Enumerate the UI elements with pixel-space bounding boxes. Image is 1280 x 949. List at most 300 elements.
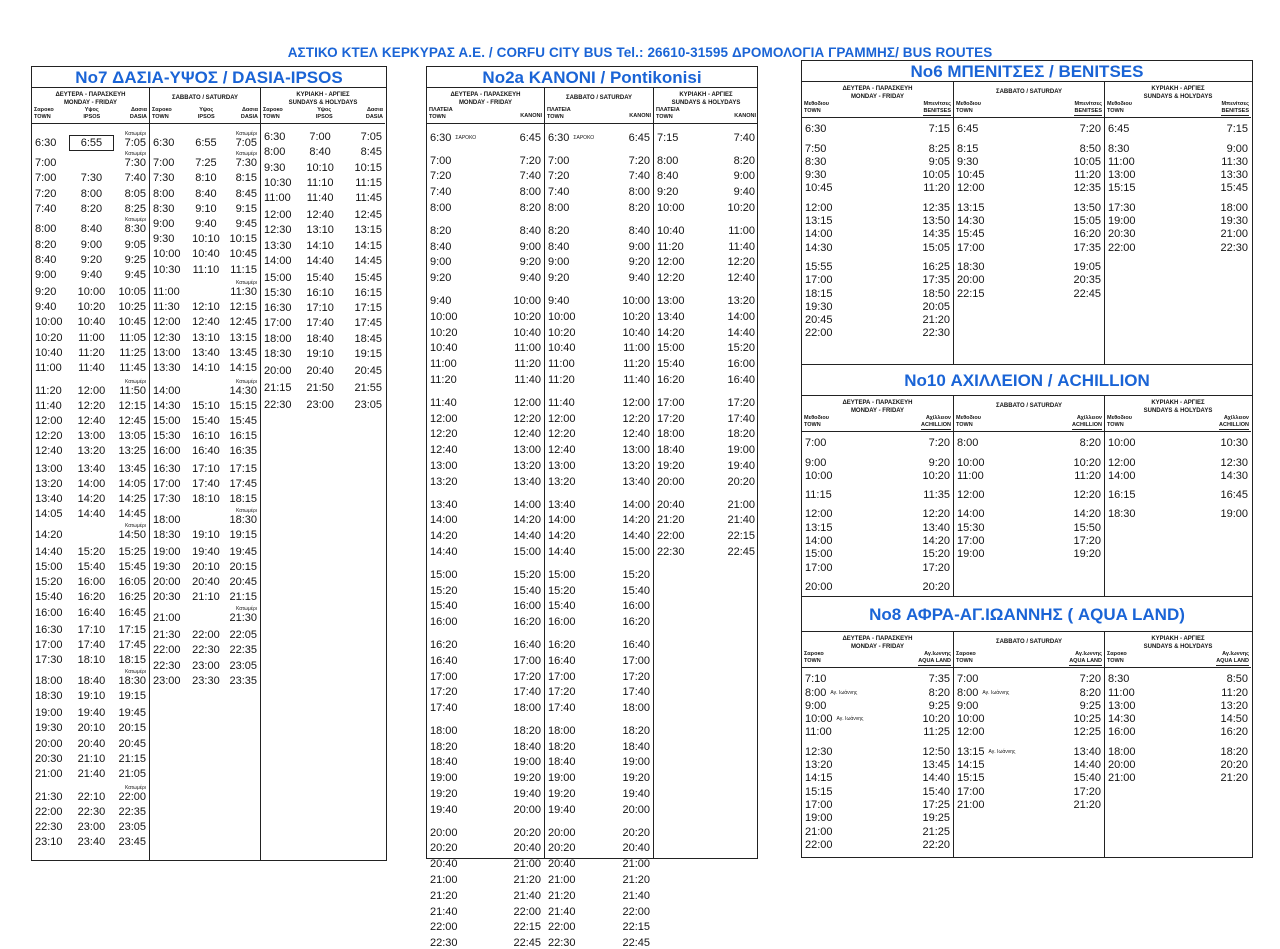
departure-time: 9:40 bbox=[548, 294, 570, 307]
timetable-row bbox=[427, 721, 544, 737]
stop-headers bbox=[954, 651, 1104, 668]
departure-time: 10:40 bbox=[548, 342, 576, 355]
departure-time: 7:15 bbox=[928, 123, 950, 136]
departure-time: 10:00 bbox=[957, 456, 985, 469]
timetable-row bbox=[1105, 672, 1251, 685]
timetable-row bbox=[32, 651, 149, 666]
timetable-row bbox=[654, 393, 758, 409]
departure-time: 20:20 bbox=[513, 826, 541, 839]
departure-time: 11:20 bbox=[514, 358, 541, 371]
departure-time: 17:30 bbox=[153, 492, 181, 505]
timetable-row bbox=[954, 547, 1104, 560]
departure-time: 14:00 bbox=[513, 498, 541, 511]
departure-time: 9:10 bbox=[195, 202, 217, 215]
timetable-row bbox=[261, 345, 385, 360]
departure-time: 9:05 bbox=[928, 155, 950, 168]
departure-time: 7:00 bbox=[35, 172, 57, 185]
timetable-row bbox=[545, 800, 653, 816]
timetable-row bbox=[954, 771, 1104, 784]
departure-time: 15:15 bbox=[1108, 182, 1136, 195]
departure-time: 13:00 bbox=[430, 459, 458, 472]
departure-cell bbox=[112, 151, 146, 169]
departure-time: 19:00 bbox=[1220, 508, 1248, 521]
departure-time: 12:20 bbox=[77, 399, 106, 412]
departure-time: 16:25 bbox=[118, 591, 146, 604]
departure-time: 14:30 bbox=[229, 384, 257, 397]
stop-header bbox=[130, 107, 147, 123]
day-column-saturday bbox=[954, 396, 1105, 597]
departure-time: 21:00 bbox=[513, 858, 541, 871]
day-header-saturday bbox=[954, 82, 1104, 101]
departure-time: 8:45 bbox=[360, 146, 382, 159]
departure-time: 10:00 bbox=[35, 316, 63, 329]
departure-time: 22:10 bbox=[77, 790, 106, 803]
departure-time: 19:30 bbox=[153, 561, 181, 574]
departure-time: 11:00 bbox=[514, 342, 541, 355]
day-column-weekday bbox=[802, 396, 954, 597]
departure-time: 10:05 bbox=[118, 286, 146, 299]
departure-time: 14:00 bbox=[264, 254, 292, 267]
departure-time: 13:15 bbox=[957, 201, 985, 214]
timetable-row bbox=[954, 181, 1104, 194]
departure-time: 19:00 bbox=[513, 756, 541, 769]
departure-time: 23:00 bbox=[306, 399, 334, 412]
departure-time: 20:00 bbox=[622, 803, 650, 816]
departure-time: 16:00 bbox=[430, 616, 458, 629]
departure-time: 13:30 bbox=[1220, 169, 1248, 182]
departure-time: 10:40 bbox=[430, 342, 458, 355]
departure-time: 10:45 bbox=[229, 248, 257, 261]
departure-time: 14:00 bbox=[805, 535, 833, 548]
day-header-saturday bbox=[954, 632, 1104, 651]
departure-time: 17:40 bbox=[192, 477, 220, 490]
departure-cell bbox=[223, 280, 257, 298]
departure-time: 15:20 bbox=[922, 548, 950, 561]
departure-time: 10:20 bbox=[430, 326, 458, 339]
timetable-row bbox=[32, 750, 149, 765]
timetable-row bbox=[802, 580, 953, 593]
departure-time: 22:00 bbox=[430, 921, 458, 934]
departure-time: 12:20 bbox=[548, 428, 576, 441]
departure-time: 12:00 bbox=[77, 384, 106, 397]
timetable-row bbox=[150, 626, 260, 641]
departure-time: 11:30 bbox=[153, 301, 180, 314]
day-column-sunday bbox=[1105, 82, 1251, 365]
timetable-row bbox=[802, 488, 953, 501]
timetable-row bbox=[545, 823, 653, 839]
timetable-row bbox=[261, 329, 385, 344]
timetable-row bbox=[32, 251, 149, 266]
departure-time: 12:45 bbox=[118, 415, 146, 427]
stop-header bbox=[804, 415, 829, 431]
stop-name-en: TOWN bbox=[263, 114, 280, 120]
day-header-sunday bbox=[261, 88, 385, 107]
departure-time: 9:00 bbox=[153, 217, 175, 230]
departure-time: 18:20 bbox=[1220, 745, 1248, 758]
timetable-row bbox=[545, 854, 653, 870]
timetable-row bbox=[545, 472, 653, 488]
departure-cell bbox=[223, 151, 257, 169]
timetable-rows bbox=[261, 124, 385, 411]
timetable-row bbox=[32, 328, 149, 343]
departure-time: 22:30 bbox=[430, 937, 458, 949]
departure-time: 16:20 bbox=[1073, 228, 1101, 241]
timetable-row bbox=[802, 200, 953, 213]
day-column-weekday bbox=[802, 632, 954, 857]
day-column-weekday bbox=[427, 88, 545, 949]
departure-time: 13:00 bbox=[513, 444, 541, 457]
timetable-row bbox=[32, 184, 149, 199]
departure-time: 18:30 bbox=[153, 528, 181, 541]
departure-time: 8:20 bbox=[519, 201, 541, 214]
departure-time: 15:40 bbox=[622, 584, 650, 597]
departure-time: 15:00 bbox=[430, 568, 458, 581]
departure-time: 14:00 bbox=[153, 384, 181, 397]
departure-time: 6:45 bbox=[628, 131, 650, 144]
departure-time: 11:00 bbox=[430, 358, 457, 371]
timetable-row bbox=[802, 455, 953, 468]
departure-time: 12:00 bbox=[430, 412, 458, 425]
departure-time: 11:20 bbox=[657, 240, 684, 253]
departure-time: 12:20 bbox=[35, 430, 63, 443]
timetable-row bbox=[954, 469, 1104, 482]
departure-time: 14:40 bbox=[548, 545, 576, 558]
timetable-row bbox=[1105, 725, 1251, 738]
timetable-row bbox=[802, 240, 953, 253]
departure-time: 12:20 bbox=[727, 256, 755, 269]
departure-time: 17:45 bbox=[229, 477, 257, 490]
departure-time: 12:40 bbox=[430, 444, 458, 457]
departure-time: 14:10 bbox=[192, 362, 220, 375]
timetable-row bbox=[954, 507, 1104, 520]
timetable-row bbox=[1105, 436, 1251, 449]
departure-time: 13:40 bbox=[657, 310, 685, 323]
timetable-row bbox=[261, 158, 385, 173]
departure-time: 14:40 bbox=[513, 530, 541, 543]
departure-time: 15:55 bbox=[805, 260, 833, 273]
departure-time: 19:00 bbox=[957, 548, 985, 561]
timetable-row bbox=[545, 167, 653, 183]
departure-time: 10:20 bbox=[77, 301, 106, 314]
departure-time: 18:30 bbox=[264, 347, 292, 360]
departure-time: 23:40 bbox=[77, 836, 106, 849]
day-label: ΣΑΒΒΑΤΟ / SATURDAY bbox=[172, 95, 238, 101]
departure-time: 18:40 bbox=[306, 332, 334, 345]
departure-time: 15:05 bbox=[1073, 215, 1101, 228]
departure-time: 11:00 bbox=[957, 469, 984, 482]
timetable-row bbox=[545, 784, 653, 800]
stop-header bbox=[366, 107, 383, 123]
departure-time: 6:30 bbox=[35, 136, 57, 149]
departure-time: 7:15 bbox=[1226, 123, 1248, 136]
departure-time: 11:20 bbox=[923, 182, 950, 195]
stop-headers bbox=[32, 107, 149, 124]
departure-time: 19:00 bbox=[548, 772, 576, 785]
timetable-row bbox=[1105, 488, 1251, 501]
timetable-row bbox=[954, 798, 1104, 811]
departure-time: 20:45 bbox=[229, 576, 257, 589]
departure-time: 19:40 bbox=[77, 707, 106, 720]
departure-time: 9:40 bbox=[519, 272, 541, 285]
departure-time: 18:00 bbox=[657, 428, 685, 441]
timetable-row bbox=[802, 227, 953, 240]
timetable-row bbox=[802, 141, 953, 154]
stop-name-gr: Μεθοδιου bbox=[804, 101, 829, 107]
timetable-row bbox=[654, 307, 758, 323]
katoumeri-note: Κατωμέρι bbox=[124, 668, 146, 675]
timetable-row bbox=[32, 149, 149, 170]
timetable-row bbox=[1105, 240, 1251, 253]
timetable-row bbox=[545, 409, 653, 425]
departure-time: 9:30 bbox=[957, 155, 979, 168]
departure-time: 7:20 bbox=[430, 170, 452, 183]
departure-time: 23:00 bbox=[153, 674, 181, 687]
departure-time: 10:20 bbox=[922, 713, 950, 726]
departure-time: 16:20 bbox=[77, 591, 106, 604]
timetable-rows bbox=[1105, 118, 1251, 254]
timetable-row bbox=[954, 744, 1104, 757]
departure-time: 8:00 Αγ. Ιωάννης bbox=[957, 686, 1010, 699]
departure-time: 11:30 bbox=[230, 286, 257, 299]
timetable-row bbox=[261, 174, 385, 189]
departure-time: 13:30 bbox=[153, 362, 181, 375]
stop-name-gr: Σαροκο bbox=[263, 107, 283, 113]
departure-time: 16:00 bbox=[548, 616, 576, 629]
timetable-row bbox=[427, 933, 544, 949]
departure-time: 19:05 bbox=[1073, 260, 1101, 273]
timetable-row bbox=[1105, 455, 1251, 468]
departure-time: 7:00 bbox=[430, 154, 452, 167]
departure-time: 18:30 bbox=[35, 690, 63, 702]
departure-time: 10:20 bbox=[35, 331, 63, 344]
departure-time: 22:45 bbox=[1073, 287, 1101, 300]
departure-time: 9:00 bbox=[519, 240, 541, 253]
departure-time: 20:15 bbox=[229, 561, 257, 574]
timetable-row bbox=[427, 221, 544, 237]
departure-time: 12:20 bbox=[1073, 489, 1101, 502]
timetable-row bbox=[32, 235, 149, 250]
departure-time: 14:20 bbox=[77, 492, 106, 505]
departure-time: 21:20 bbox=[922, 314, 950, 327]
departure-time: 10:05 bbox=[922, 169, 950, 182]
departure-time: 9:25 bbox=[928, 699, 950, 712]
departure-time: 20:00 bbox=[264, 365, 292, 377]
departure-time: 13:40 bbox=[922, 521, 950, 534]
departure-time: 8:50 bbox=[1226, 673, 1248, 686]
timetable-row bbox=[32, 520, 149, 541]
timetable-rows bbox=[32, 124, 149, 848]
departure-time: 11:00 bbox=[728, 224, 755, 237]
departure-time: 17:00 bbox=[957, 785, 985, 798]
departure-time: 15:15 bbox=[805, 785, 833, 798]
departure-time: 6:45 bbox=[1108, 123, 1130, 136]
departure-time: 7:30 bbox=[235, 157, 257, 170]
departure-time: 17:00 bbox=[430, 670, 458, 683]
stop-headers bbox=[150, 107, 260, 124]
day-label-en: MONDAY - FRIDAY bbox=[63, 100, 118, 106]
timetable-row bbox=[802, 560, 953, 573]
departure-time: 15:20 bbox=[727, 342, 755, 355]
departure-time: 19:15 bbox=[118, 690, 146, 702]
timetable-row bbox=[427, 268, 544, 284]
departure-time: 15:30 bbox=[957, 521, 985, 534]
departure-time: 13:30 bbox=[264, 239, 292, 252]
departure-time: 17:30 bbox=[35, 654, 63, 667]
timetable-row bbox=[150, 558, 260, 573]
timetable-row bbox=[261, 206, 385, 221]
timetable-row bbox=[32, 359, 149, 374]
departure-time: 17:00 bbox=[35, 639, 63, 652]
departure-time: 20:45 bbox=[805, 314, 833, 327]
day-column-sunday bbox=[654, 88, 758, 858]
departure-time: 13:00 bbox=[1108, 169, 1136, 182]
timetable-row bbox=[32, 442, 149, 457]
stop-name-gr: Σαροκο bbox=[1107, 651, 1127, 657]
departure-time: 17:00 bbox=[805, 274, 833, 287]
departure-time: 19:15 bbox=[229, 528, 257, 541]
timetable-row bbox=[802, 520, 953, 533]
departure-time: 9:40 bbox=[80, 268, 103, 281]
day-label-en: SUNDAYS & HOLYDAYS bbox=[1143, 94, 1213, 100]
departure-time: 10:20 bbox=[548, 326, 576, 339]
departure-time: 6:55 bbox=[195, 136, 217, 149]
departure-cell bbox=[223, 379, 257, 397]
departure-time: 21:00 bbox=[548, 874, 576, 887]
timetable-row bbox=[802, 469, 953, 482]
timetable-rows bbox=[654, 124, 758, 558]
timetable-row bbox=[427, 409, 544, 425]
departure-time: 20:00 bbox=[430, 826, 458, 839]
departure-time: 14:05 bbox=[118, 477, 146, 490]
departure-time: 11:20 bbox=[430, 373, 457, 386]
timetable-row bbox=[545, 839, 653, 855]
timetable-row bbox=[954, 155, 1104, 168]
stop-name-en: KANONI bbox=[734, 113, 756, 119]
day-column-weekday bbox=[802, 82, 954, 365]
departure-time: 14:00 bbox=[548, 514, 576, 527]
departure-time: 20:00 bbox=[35, 737, 63, 750]
timetable-row bbox=[427, 425, 544, 441]
stop-name-gr: Δασια bbox=[366, 107, 383, 113]
departure-time: 21:25 bbox=[922, 825, 950, 838]
departure-time: 20:20 bbox=[922, 580, 950, 593]
departure-time: 22:00 bbox=[35, 805, 63, 818]
stop-header bbox=[921, 415, 951, 431]
departure-time: 9:20 bbox=[928, 456, 950, 469]
timetable-row bbox=[150, 412, 260, 427]
timetable-row bbox=[32, 833, 149, 848]
departure-time: 18:20 bbox=[513, 724, 541, 737]
departure-time: 9:30 bbox=[153, 233, 175, 246]
departure-time: 7:05 bbox=[235, 136, 257, 149]
timetable-row bbox=[654, 511, 758, 527]
timetable-row bbox=[654, 323, 758, 339]
departure-time: 20:40 bbox=[192, 576, 220, 589]
stop-name-en: TOWN bbox=[547, 114, 564, 120]
timetable-row bbox=[802, 547, 953, 560]
timetable-row bbox=[150, 427, 260, 442]
departure-time: 12:00 bbox=[657, 256, 685, 269]
stop-header bbox=[734, 107, 756, 123]
departure-time: 9:00 bbox=[1226, 142, 1248, 155]
departure-time: 13:25 bbox=[118, 445, 146, 458]
timetable-row bbox=[802, 155, 953, 168]
departure-time: 18:15 bbox=[805, 287, 833, 300]
departure-time: 19:30 bbox=[35, 722, 63, 735]
departure-time: 14:00 bbox=[622, 498, 650, 511]
departure-time: 14:40 bbox=[35, 545, 63, 558]
stop-header bbox=[956, 651, 976, 667]
departure-time: 17:20 bbox=[622, 670, 650, 683]
timetable-row bbox=[150, 128, 260, 149]
departure-time: 22:30 bbox=[548, 937, 576, 949]
departure-time: 23:30 bbox=[192, 674, 220, 687]
departure-time: 16:20 bbox=[1220, 726, 1248, 739]
timetable-row bbox=[261, 143, 385, 158]
departure-time: 20:40 bbox=[548, 858, 576, 871]
departure-time: 6:45 bbox=[519, 131, 541, 144]
departure-time: 17:20 bbox=[922, 561, 950, 574]
departure-time: 20:00 bbox=[957, 274, 985, 287]
departure-time: 10:45 bbox=[805, 182, 833, 195]
departure-time: 8:20 bbox=[430, 224, 452, 237]
timetable-row bbox=[545, 737, 653, 753]
departure-time: 9:00 bbox=[80, 238, 103, 251]
timetable-row bbox=[954, 758, 1104, 771]
day-header-weekday bbox=[427, 88, 544, 107]
timetable-row bbox=[32, 215, 149, 236]
day-label-gr: ΔΕΥΤΕΡΑ - ΠΑΡΑΣΚΕΥΗ bbox=[55, 92, 126, 98]
departure-time: 19:00 bbox=[35, 707, 63, 720]
timetable-row bbox=[1105, 507, 1251, 520]
departure-time: 13:00 bbox=[1108, 699, 1136, 712]
departure-time: 11:40 bbox=[514, 373, 541, 386]
timetable-row bbox=[427, 635, 544, 651]
timetable-row bbox=[802, 436, 953, 449]
departure-time: 18:40 bbox=[622, 740, 650, 753]
departure-time: 16:00 bbox=[513, 600, 541, 613]
timetable-row bbox=[32, 427, 149, 442]
departure-time: 9:00 bbox=[548, 256, 570, 269]
departure-time: 20:00 bbox=[513, 803, 541, 816]
timetable-row bbox=[1105, 122, 1251, 135]
departure-time: 10:40 bbox=[192, 248, 220, 261]
timetable-row bbox=[427, 870, 544, 886]
departure-time: 18:30 bbox=[957, 260, 985, 273]
departure-time: 9:25 bbox=[1079, 699, 1101, 712]
departure-time: 15:05 bbox=[922, 241, 950, 254]
day-header-weekday bbox=[32, 88, 149, 107]
departure-time: 21:20 bbox=[548, 889, 576, 902]
departure-time: 22:00 bbox=[657, 530, 685, 543]
departure-time: 19:30 bbox=[805, 300, 833, 313]
timetable-row bbox=[545, 902, 653, 918]
departure-time: 14:30 bbox=[153, 399, 181, 412]
departure-time: 22:15 bbox=[622, 921, 650, 934]
departure-time: 12:00 bbox=[35, 415, 63, 427]
departure-time: 9:00 bbox=[733, 170, 755, 183]
timetable-row bbox=[32, 200, 149, 215]
departure-time: 8:20 bbox=[1079, 686, 1101, 699]
timetable-row bbox=[954, 784, 1104, 797]
departure-time: 14:00 bbox=[805, 228, 833, 241]
departure-time: 10:20 bbox=[922, 469, 950, 482]
departure-time: 14:45 bbox=[118, 508, 146, 521]
departure-time: 16:45 bbox=[118, 606, 146, 619]
departure-time: 10:40 bbox=[657, 224, 685, 237]
departure-time: 23:05 bbox=[118, 820, 146, 833]
departure-time: 9:30 bbox=[805, 169, 827, 182]
